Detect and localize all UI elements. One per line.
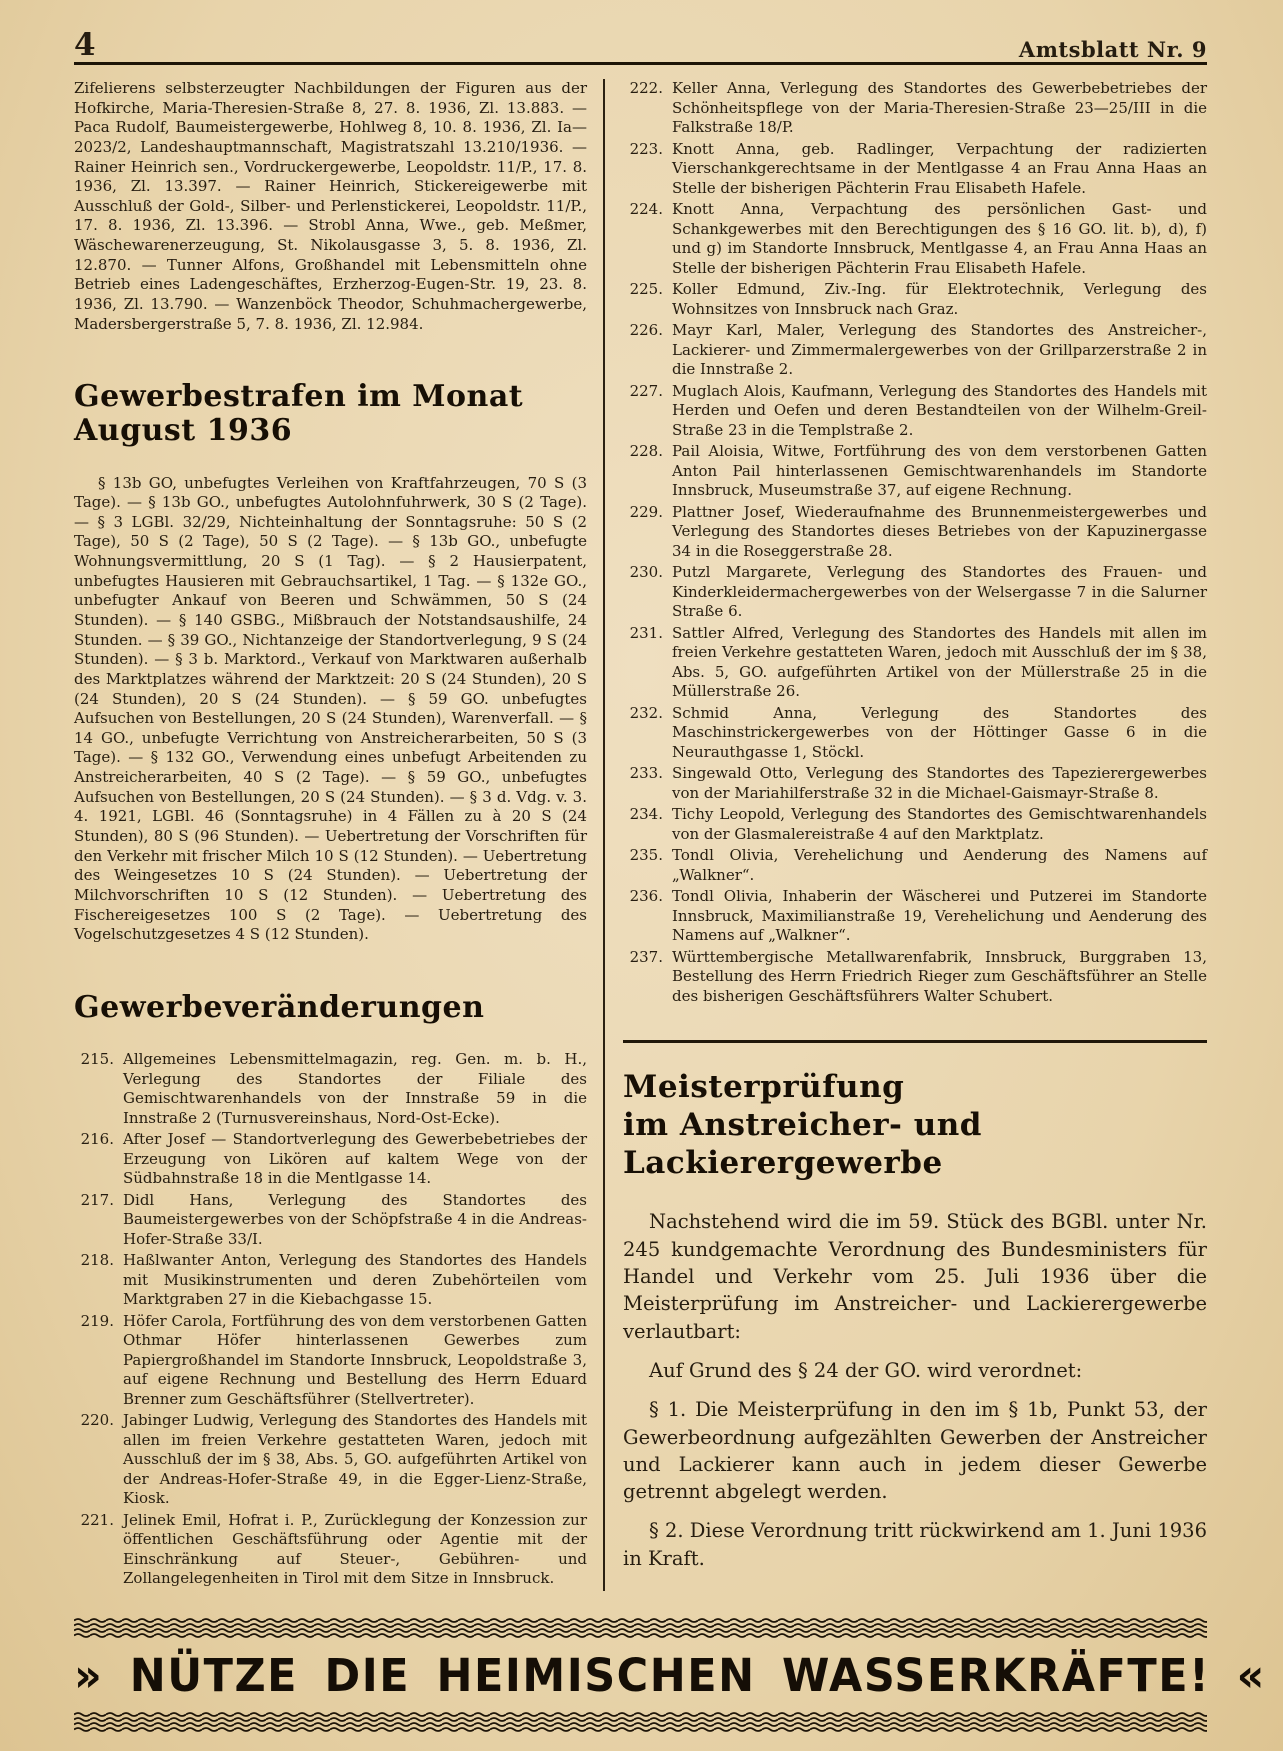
entry-number: 218. [80, 1251, 114, 1270]
entry [623, 442, 1207, 501]
entry [623, 503, 1207, 562]
entry-text: Schmid Anna, Verlegung des Standortes des Maschinstrickergewerbes von der Höttinger Gasse 6 in die Neurauthgasse 1, Stöckl. [672, 703, 1207, 761]
entry-text: Höfer Carola, Fortführung des von dem verstorbenen Gatten Othmar Höfer hinterlassenen Gewerbes zum Papiergroßhandel im Standorte Innsbruck, Leopoldstraße 3, auf eigene Rechnung und Bestellung des Herrn Eduard Brenner zum Geschäftsführer (Stellvertreter). [123, 1311, 587, 1408]
entry-number: 222. [629, 79, 663, 97]
meister-heading-line2: im Anstreicher- und Lackierergewerbe [623, 1106, 982, 1181]
entry-text: Tondl Olivia, Inhaberin der Wäscherei und Putzerei im Standorte Innsbruck, Maximilianstraße 19, Verehelichung und Aenderung des Namens auf „Walkner“. [672, 887, 1207, 944]
entry [623, 764, 1207, 803]
strafen-body: § 13b GO, unbefugtes Verleihen von Kraftfahrzeugen, 70 S (3 Tage). — § 13b GO., unbefugtes Autolohnfuhrwerk, 30 S (2 Tage). — § 3 LGBl. 32/29, Nichteinhaltung der Sonntagsruhe: 50 S (2 Tage), 50 S (2 Tage), 50 S (2 Tage). — § 13b GO., unbefugte Wohnungsvermittlung, 20 S (1 Tag). — § 2 Hausierpatent, unbefugtes Hausieren mit Gebrauchsartikel, 1 Tag. — § 132e GO., unbefugter Ankauf von Beeren und Schwämmen, 50 S (24 Stunden). — § 140 GSBG., Mißbrauch der Notstandsaushilfe, 24 Stunden. — § 39 GO., Nichtanzeige der Standortverlegung, 9 S (24 Stunden). — § 3 b. Marktord., Verkauf von Marktwaren außerhalb des Marktplatzes während der Marktzeit: 20 S (24 Stunden), 20 S (24 Stunden), 20 S (24 Stunden). — § 59 GO. unbefugtes Aufsuchen von Bestellungen, 20 S (24 Stunden), Warenverfall. — § 14 GO., unbefugte Verrichtung von Anstreicherarbeiten, 50 S (3 Tage). — § 132 GO., Verwendung eines unbefugt Arbeitenden zu Anstreicherarbeiten, 40 S (2 Tage). — § 59 GO., unbefugtes Aufsuchen von Bestellungen, 20 S (24 Stunden). — § 3 d. Vdg. v. 3. 4. 1921, LGBl. 46 (Sonntagsruhe) in 4 Fällen zu à 20 S (24 Stunden), 80 S (96 Stunden). — Uebertretung der Vorschriften für den Verkehr mit frischer Milch 10 S (12 Stunden). — Uebertretung des Weingesetzes 10 S (24 Stunden). — Uebertretung der Milchvorschriften 10 S (12 Stunden). — Uebertretung des Fischereigesetzes 100 S (2 Tage). — Uebertretung des Vogelschutzgesetzes 4 S (12 Stunden). [74, 473, 587, 944]
entry [623, 805, 1207, 844]
meister-paragraph: § 2. Diese Verordnung tritt rückwirkend am 1. Juni 1936 in Kraft. [623, 1519, 1207, 1570]
entry [623, 280, 1207, 319]
entry [623, 140, 1207, 199]
entry-number: 217. [80, 1190, 114, 1209]
entry-number: 228. [629, 442, 663, 460]
entry-text: Tondl Olivia, Verehelichung und Aenderung des Namens auf „Walkner“. [672, 846, 1207, 884]
entry-text: Koller Edmund, Ziv.-Ing. für Elektrotechnik, Verlegung des Wohnsitzes von Innsbruck nach Graz. [672, 280, 1207, 318]
entry-text: Didl Hans, Verlegung des Standortes des Baumeistergewerbes von der Schöpfstraße 4 in die Andreas-Hofer-Straße 33/I. [123, 1190, 587, 1248]
right-column [605, 79, 1207, 1591]
left-column [74, 79, 603, 1591]
entry [623, 79, 1207, 138]
wavy-rule-top [74, 1617, 1207, 1639]
meister-paragraph: Auf Grund des § 24 der GO. wird verordnet: [649, 1358, 1083, 1382]
entry-number: 216. [80, 1130, 114, 1149]
entry-text: Keller Anna, Verlegung des Standortes des Gewerbebetriebes der Schönheitspflege von der Maria-Theresien-Straße 23—25/III in die Falkstraße 18/P. [672, 79, 1207, 136]
continuation-paragraph: Zifelierens selbsterzeugter Nachbildungen der Figuren aus der Hofkirche, Maria-Theresien-Straße 8, 27. 8. 1936, Zl. 13.883. — Paca Rudolf, Baumeistergewerbe, Hohlweg 8, 10. 8. 1936, Zl. Ia—2023/2, Landeshauptmannschaft, Magistratszahl 13.210/1936. — Rainer Heinrich sen., Vordruckergewerbe, Leopoldstr. 11/P., 17. 8. 1936, Zl. 13.397. — Rainer Heinrich, Stickereigewerbe mit Ausschluß der Gold-, Silber- und Perlenstickerei, Leopoldstr. 11/P., 17. 8. 1936, Zl. 13.396. — Strobl Anna, Wwe., geb. Meßmer, Wäschewarenerzeugung, St. Nikolausgasse 3, 5. 8. 1936, Zl. 12.870. — Tunner Alfons, Großhandel mit Lebensmitteln ohne Betrieb eines Ladengeschäftes, Erzherzog-Eugen-Str. 19, 23. 8. 1936, Zl. 13.790. — Wanzenböck Theodor, Schuhmachergewerbe, Madersbergerstraße 5, 7. 8. 1936, Zl. 12.984. [74, 79, 587, 333]
page-header [74, 27, 1207, 65]
meister-paragraph: Nachstehend wird die im 59. Stück des BGBl. unter Nr. 245 kundgemachte Verordnung des Bundesministers für Handel und Verkehr vom 25. Juli 1936 über die Meisterprüfung im Anstreicher- und Lackierergewerbe verlautbart: [623, 1210, 1207, 1343]
entry-number: 220. [80, 1411, 114, 1430]
entry-text: Plattner Josef, Wiederaufnahme des Brunnenmeistergewerbes und Verlegung des Standortes dieses Betriebes von der Kapuzinergasse 34 in die Roseggerstraße 28. [672, 502, 1207, 560]
entry [74, 1191, 587, 1250]
slogan-text: » NÜTZE DIE HEIMISCHEN WASSERKRÄFTE! « [74, 1649, 1266, 1703]
body-columns [74, 79, 1207, 1591]
spacer [74, 1024, 587, 1050]
strafen-heading: Gewerbestrafen im Monat August 1936 [74, 379, 524, 448]
entry [74, 1511, 587, 1589]
entry-number: 223. [629, 139, 663, 158]
entry-number: 219. [80, 1311, 114, 1330]
entry-text: Allgemeines Lebensmittelmagazin, reg. Gen. m. b. H., Verlegung des Standortes der Filiale des Gemischtwarenhandels von der Innstraße 59 in die Innstraße 2 (Turnusvereinshaus, Nord-Ost-Ecke). [123, 1050, 587, 1127]
entries-right [623, 79, 1207, 1006]
entry-text: Haßlwanter Anton, Verlegung des Standortes des Handels mit Musikinstrumenten und deren Zubehörteilen vom Marktgraben 27 in die Kiebachgasse 15. [123, 1251, 587, 1309]
entry-text: Singewald Otto, Verlegung des Standortes des Tapezierergewerbes von der Mariahilferstraße 32 in die Michael-Gaismayr-Straße 8. [672, 764, 1207, 802]
page-number: 4 [74, 27, 97, 63]
meister-heading [623, 1069, 1207, 1182]
entry-number: 229. [629, 502, 663, 521]
entry-text: Jelinek Emil, Hofrat i. P., Zurücklegung der Konzession zur öffentlichen Geschäftsführung oder Agentie mit der Einschränkung auf Steuer-, Gebühren- und Zollangelegenheiten in Tirol mit dem Sitze in Innsbruck. [123, 1510, 587, 1588]
entry [623, 624, 1207, 702]
footer-banner [74, 1617, 1266, 1733]
entry [74, 1251, 587, 1310]
meister-paragraphs [623, 1208, 1207, 1572]
entry-number: 232. [629, 703, 663, 722]
entry-text: Knott Anna, geb. Radlinger, Verpachtung der radizierten Vierschankgerechtsame in der Mentlgasse 4 an Frau Anna Haas an Stelle der bisherigen Pächterin Frau Elisabeth Hafele. [672, 139, 1207, 197]
entry-text: Württembergische Metallwarenfabrik, Innsbruck, Burggraben 13, Bestellung des Herrn Friedrich Rieger zum Geschäftsführer an Stelle des bisherigen Geschäftsführers Walter Schubert. [672, 947, 1207, 1005]
entry-text: Jabinger Ludwig, Verlegung des Standortes des Handels mit allen im freien Verkehre gestatteten Waren, jedoch mit Ausschluß der im § 38, Abs. 5, GO. aufgeführten Artikel von der Andreas-Hofer-Straße 49, in die Egger-Lienz-Straße, Kiosk. [123, 1411, 587, 1508]
entry [623, 382, 1207, 441]
masthead-title: Amtsblatt Nr. 9 [1018, 36, 1207, 62]
entry [623, 200, 1207, 278]
meister-heading-line1: Meisterprüfung [623, 1069, 905, 1105]
entry [74, 1312, 587, 1410]
entry-number: 221. [80, 1510, 114, 1529]
entry [623, 704, 1207, 763]
meister-section [623, 1069, 1207, 1572]
entry [623, 846, 1207, 885]
wavy-rule-bottom [74, 1711, 1207, 1733]
entry [623, 321, 1207, 380]
entry [74, 1411, 587, 1509]
entry [623, 948, 1207, 1007]
entry-text: Sattler Alfred, Verlegung des Standortes des Handels mit allen im freien Verkehre gestatteten Waren, jedoch mit Ausschluß der im § 38, Abs. 5, GO. aufgeführten Artikel von der Müllerstraße 25 in die Müllerstraße 26. [672, 623, 1207, 700]
entry-number: 234. [629, 805, 663, 823]
entry [623, 887, 1207, 946]
meister-paragraph: § 1. Die Meisterprüfung in den im § 1b, Punkt 53, der Gewerbeordnung aufgezählten Gewerben der Anstreicher und Lackierer kann auch in jedem dieser Gewerbe getrennt abgelegt werden. [623, 1398, 1207, 1504]
entry-number: 236. [629, 887, 663, 905]
entry-number: 237. [629, 947, 663, 966]
entry [74, 1050, 587, 1128]
entry [74, 1130, 587, 1189]
entry-number: 226. [629, 321, 663, 339]
entry-text: Pail Aloisia, Witwe, Fortführung des von dem verstorbenen Gatten Anton Pail hinterlassenen Gemischtwarenhandels im Standorte Innsbruck, Museumstraße 37, auf eigene Rechnung. [672, 442, 1207, 499]
entry [623, 563, 1207, 622]
entry-number: 235. [629, 846, 663, 864]
section-rule [623, 1040, 1207, 1043]
entry-text: Tichy Leopold, Verlegung des Standortes des Gemischtwarenhandels von der Glasmalereistraße 4 auf den Marktplatz. [672, 805, 1207, 843]
entry-number: 224. [629, 200, 663, 218]
entry-number: 215. [80, 1050, 114, 1069]
entry-text: Putzl Margarete, Verlegung des Standortes des Frauen- und Kinderkleidermachergewerbes von der Welsergasse 7 in die Salurner Straße 6. [672, 563, 1207, 620]
entry-number: 231. [629, 623, 663, 642]
entry-text: Knott Anna, Verpachtung des persönlichen Gast- und Schankgewerbes mit den Berechtigungen des § 16 GO. lit. b), d), f) und g) im Standorte Innsbruck, Mentlgasse 4, an Frau Anna Haas an Stelle der bisherigen Pächterin Frau Elisabeth Hafele. [672, 200, 1207, 277]
entry-number: 225. [629, 280, 663, 298]
entry-text: After Josef — Standortverlegung des Gewerbebetriebes der Erzeugung von Likören auf kaltem Wege von der Südbahnstraße 18 in die Mentlgasse 14. [123, 1130, 587, 1188]
entry-number: 230. [629, 563, 663, 581]
entries-left [74, 1050, 587, 1589]
entry-number: 233. [629, 764, 663, 782]
spacer [74, 945, 587, 991]
entry-number: 227. [629, 381, 663, 400]
spacer [74, 448, 587, 474]
spacer [74, 334, 587, 380]
entry-text: Mayr Karl, Maler, Verlegung des Standortes des Anstreicher-, Lackierer- und Zimmermalergewerbes von der Grillparzerstraße 2 in die Innstraße 2. [672, 321, 1207, 378]
veraenderungen-heading: Gewerbeveränderungen [74, 989, 485, 1025]
entry-text: Muglach Alois, Kaufmann, Verlegung des Standortes des Handels mit Herden und Oefen und deren Bestandteilen von der Wilhelm-Greil-Straße 23 in die Templstraße 2. [672, 381, 1207, 439]
